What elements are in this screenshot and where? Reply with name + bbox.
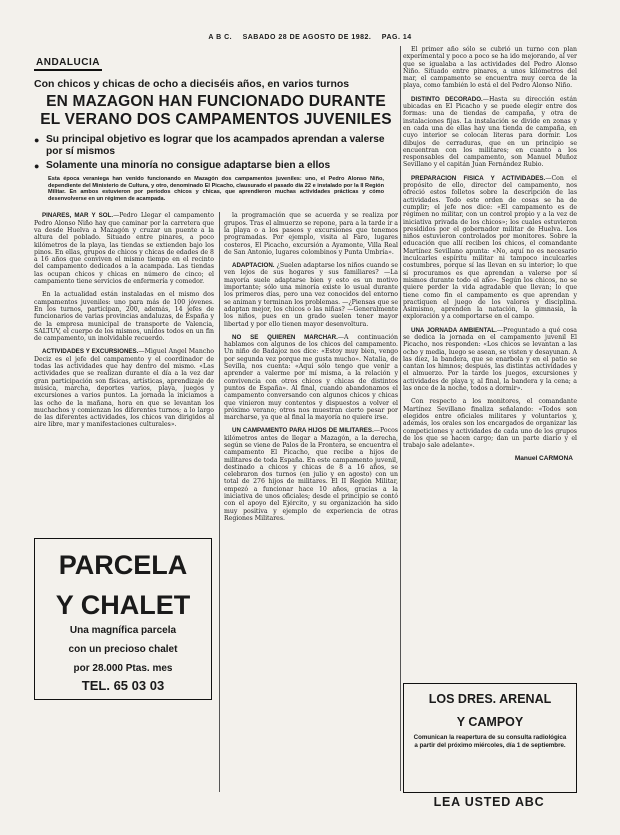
- column-b: [224, 212, 398, 528]
- subhead: NO SE QUIEREN MARCHAR.: [232, 333, 338, 341]
- article-kicker: Con chicos y chicas de ocho a dieciséis años, en varios turnos: [34, 78, 350, 90]
- paragraph-text: En la actualidad están instaladas en el mismo dos campamentos juveniles: uno para más de 100 jóvenes. En los turnos, participan, 200, además, 14 jefes de funcionarios de varias provincias andaluzas, de España y de la empresa municipal de transporte de Valencia, SALTUV, el cuerpo de los mismos, unidos todos en un fin de campamento, un inolvidable recuerdo.: [34, 291, 214, 343]
- subhead: ACTIVIDADES Y EXCURSIONES.: [42, 348, 139, 356]
- column-divider: [219, 212, 220, 792]
- ad-text-line: con un precioso chalet: [68, 644, 178, 656]
- ad-text-line: Una magnífica parcela: [69, 625, 177, 637]
- paragraph: [224, 262, 398, 328]
- paragraph: [403, 46, 577, 90]
- header-page: PAG. 14: [381, 34, 412, 41]
- ad-title-line1: PARCELA: [58, 550, 188, 581]
- paragraph: [403, 96, 577, 169]
- section-label: ANDALUCIA: [34, 56, 102, 71]
- paragraph-text: —Pedro Llegar el campamento Pedro Alonso Niño hay que caminar por la carretera que va desde Huelva a Mazagón y cruzar un puente a la altura del poblado. Situado entre pinares, a poco kilómetros de la playa, las tiendas se extienden bajo los pinos. En ellas, grupos de chicos y chicas de edades de 8 a 16 años que conviven el mismo tiempo en el recinto del campamento dedicados a la acampada. Las tiendas las ocupan chicos y chicas en número de cinco; el campamento tiene servicios de enfermería y comedor.: [34, 212, 214, 286]
- subhead: PINARES, MAR Y SOL.: [42, 212, 114, 220]
- paragraph-text: —Con el propósito de ello, director del campamento, nos ofreció estos folletos sobre la descripción de las actividades. Todo este orden de cosas se ha de cumplir; el jefe nos dice: «El campamento es de régimen no militar, con un control propio y a la vez de iniciativa privada de los chicos»; los cuales estuvieron presididos por el gobernador militar de Huelva. Los niños estuvieron controlados por monitores. Sobre la educación que allí reciben los chicos, el comandante Martínez Sevillano apunta: «No, aquí no es necesario inculcarles espíritu militar ni tampoco inculcarles costumbres, porque sí las llevan en su interior; lo que sí procuramos es que aprendan a valerse por sí mismos durante todo el año». Según los chicos, no se quiere perder la vida agradable que llevan; lo que tiene como fin el campamento es que aprendan y practiquen el juego de los valores y disciplina. Asimismo, aprenden la natación, la gimnasia, la exploración y a comportarse en el campo.: [403, 174, 577, 321]
- subhead: DISTINTO DECORADO.: [411, 95, 483, 103]
- paragraph: [224, 427, 398, 522]
- ad-text-line: por 28.000 Ptas. mes: [73, 663, 173, 675]
- paragraph: [34, 348, 214, 428]
- paragraph-text: —Hasta su dirección están ubicadas en El Picacho y se puede elegir entre dos formas: una de tiendas de campaña, y otra de instalaciones fijas. La instalación se divide en zonas y en cada una de ellas hay una tienda de campaña, en cuyo interior se colocan literas para dormir. Los dibujos de cerraduras, que en un principio se encuentran con los militares; en cuanto a los responsables del campamento, son Manuel Muñoz Sevillano y el capitán Juan Fernández Rubio.: [403, 95, 577, 169]
- article-columns: [34, 212, 398, 797]
- subhead: UNA JORNADA AMBIENTAL.: [411, 326, 497, 334]
- header-date: SABADO 28 DE AGOSTO DE 1982.: [242, 34, 372, 41]
- ad-telephone: TEL. 65 03 03: [81, 678, 165, 694]
- bullet-item: ● Solamente una minoría no consigue adaptarse bien a ellos: [34, 160, 398, 172]
- paragraph: [224, 212, 398, 256]
- paragraph-text: —Miguel Angel Mancho Deciz es el jefe del campamento y el coordinador de todas las actividades que hay dentro del mismo. «Las actividades que se realizan durante el día a la vez dar gran participación son físicas, artísticas, aprendizaje de música, marcha, deportes varios, playa, juegos y excursiones a varios puntos. La jornada la iniciamos a las ocho de la mañana, hora en que se levantan los muchachos y comienzan los diferentes turnos; a lo largo de las diferentes actividades, los chicos van dirigidos al aire libre, mar y manifestaciones culturales».: [34, 348, 214, 429]
- paragraph: [224, 334, 398, 422]
- ad-title-line2: Y CAMPOY: [456, 715, 524, 729]
- paragraph: [403, 398, 577, 449]
- author-signature: Manuel CARMONA: [514, 455, 573, 463]
- doctors-ad: [403, 683, 577, 793]
- paragraph-text: —A continuación hablamos con algunos de los chicos del campamento. Un niño de Badajoz nos dice: «Estoy muy bien, vengo por segunda vez porque me gusta mucho». Natalia, de Sevilla, nos cuenta: «Aquí sólo tengo que venir a aprender a valerme por mí misma, a la relación y convivencia con otros chicos y chicas de distintos puntos de España». Al final, cuando abandonamos el campamento conversando con algunos chicos y chicas que vinieron muy contentos y dispuestos a volver el próximo verano; otros nos muestran cierto pesar por marcharse, ya que al final la mayoría no quiere irse.: [224, 333, 398, 422]
- right-column: [403, 46, 577, 467]
- ad-title-line2: Y CHALET: [55, 590, 191, 621]
- column-a: [34, 212, 214, 694]
- paragraph-text: —Preguntado a qué cosa se dedica la jornada en el campamento juvenil El Picacho, nos responden: «Los chicos se levantan a las ocho y media, luego se asean, se visten y desayunan. A las diez, la bandera, que se enarbola y en el patio se cantan los himnos; después, las distintas actividades y el almuerzo. Por la tarde los juegos, excursiones y actividades de playa y, al final, la bandera y la cena; a las once de la noche, todos a dormir».: [403, 326, 577, 393]
- parcela-chalet-ad: [34, 538, 212, 700]
- subhead: PREPARACION FISICA Y ACTIVIDADES.: [411, 174, 546, 182]
- column-divider: [400, 46, 401, 791]
- paragraph-text: —Pocos kilómetros antes de llegar a Mazagón, a la derecha, según se viene de Palos de la Frontera, se encuentra el campamento El Picacho, que recibe a hijos de militares de toda España. En este campamento juvenil, destinado a chicos y chicas de 8 a 16 años, se celebraron dos turnos (en julio y en agosto) con un total de 276 hijos de militares. El II Región Militar, empezó a funcionar hace 10 años, gracias a la iniciativa de unos oficiales; desde el principio se contó con el apoyo del Ejército, y su organización ha sido muy positiva y ejemplo de experiencia de otras Regiones Militares.: [224, 427, 398, 522]
- paragraph: [34, 212, 214, 285]
- paragraph-text: ¿Suelen adaptarse los niños cuando se ven lejos de sus hogares y sus familiares? —La mayoría suele adaptarse bien y esto es un motivo importante; sólo una minoría existe lo usual durante los primeros días, pero una vez conocidos del entorno se animan y terminan los problemas. —¿Piensas que se adaptan mejor, los chicos o las niñas? —Generalmente los niños, pues en un grado suelen tener mayor libertad y por ello tienen mayor desenvoltura.: [224, 262, 399, 328]
- article-headline: EN MAZAGON HAN FUNCIONADO DURANTE EL VERANO DOS CAMPAMENTOS JUVENILES: [40, 93, 392, 128]
- lea-abc-ad: LEA USTED ABC: [433, 795, 545, 809]
- paragraph: [403, 175, 577, 321]
- subhead: UN CAMPAMENTO PARA HIJOS DE MILITARES.: [232, 427, 374, 435]
- paragraph-text: la programación que se acuerda y se realiza por grupos. Tras el almuerzo se repone, para a la tarde ir a la playa o a los paseos y excursiones que tenemos programadas. Por ejemplo, visita al Faro, lugares costeros, El Picacho, excursión a Ayamonte, Villa Real de San Antonio, lugares colombinos y Punta Umbría».: [224, 212, 398, 256]
- paragraph-text: Con respecto a los monitores, el comandante Martínez Sevillano finaliza señalando: «Todos son elegidos entre oficiales militares y voluntarios y, además, los orales son los encargados de organizar las competiciones y actividades de cada uno de los grupos de los que se hacen cargo; dan un parte diario y el trabajo sale adelante».: [403, 398, 577, 450]
- page-header: [0, 34, 620, 41]
- paragraph-text: El primer año sólo se cubrió un turno con plan experimental y poco a poco se ha ido mejorando, al ver que se igualaba a las actividades del Pedro Alonso Niño. Situado entre pinares, a unos kilómetros del mar, el campamento se encuentra muy cerca de la playa, como también lo está el del Pedro Alonso Niño.: [403, 46, 577, 90]
- ad-text: Comunican la reapertura de su consulta radiológica a partir del próximo miércoles, día 1 de septiembre.: [413, 734, 567, 749]
- paragraph: [403, 327, 577, 393]
- article-lead: Esta época veraniega han venido funcionando en Mazagón dos campamentos juveniles: uno, el Pedro Alonso Niño, dependiente del Ministerio de Cultura, y otro, denominado El Picacho, clausurado el pasado día 22 e instalado por la II Región Militar. En ambos estuvieron por periodos chicos y chicas, que aprendieron muchas actividades prácticas y cómo desenvolverse en un régimen de acampada.: [48, 176, 384, 202]
- bullet-item: ● Su principal objetivo es lograr que los acampados aprendan a valerse por sí mismos: [34, 134, 398, 158]
- header-source: A B C.: [208, 34, 233, 41]
- summary-bullets: [34, 134, 398, 172]
- main-article: [34, 50, 398, 797]
- subhead: ADAPTACION.: [232, 262, 275, 270]
- ad-title-line1: LOS DRES. ARENAL: [428, 692, 552, 706]
- paragraph: [34, 291, 214, 342]
